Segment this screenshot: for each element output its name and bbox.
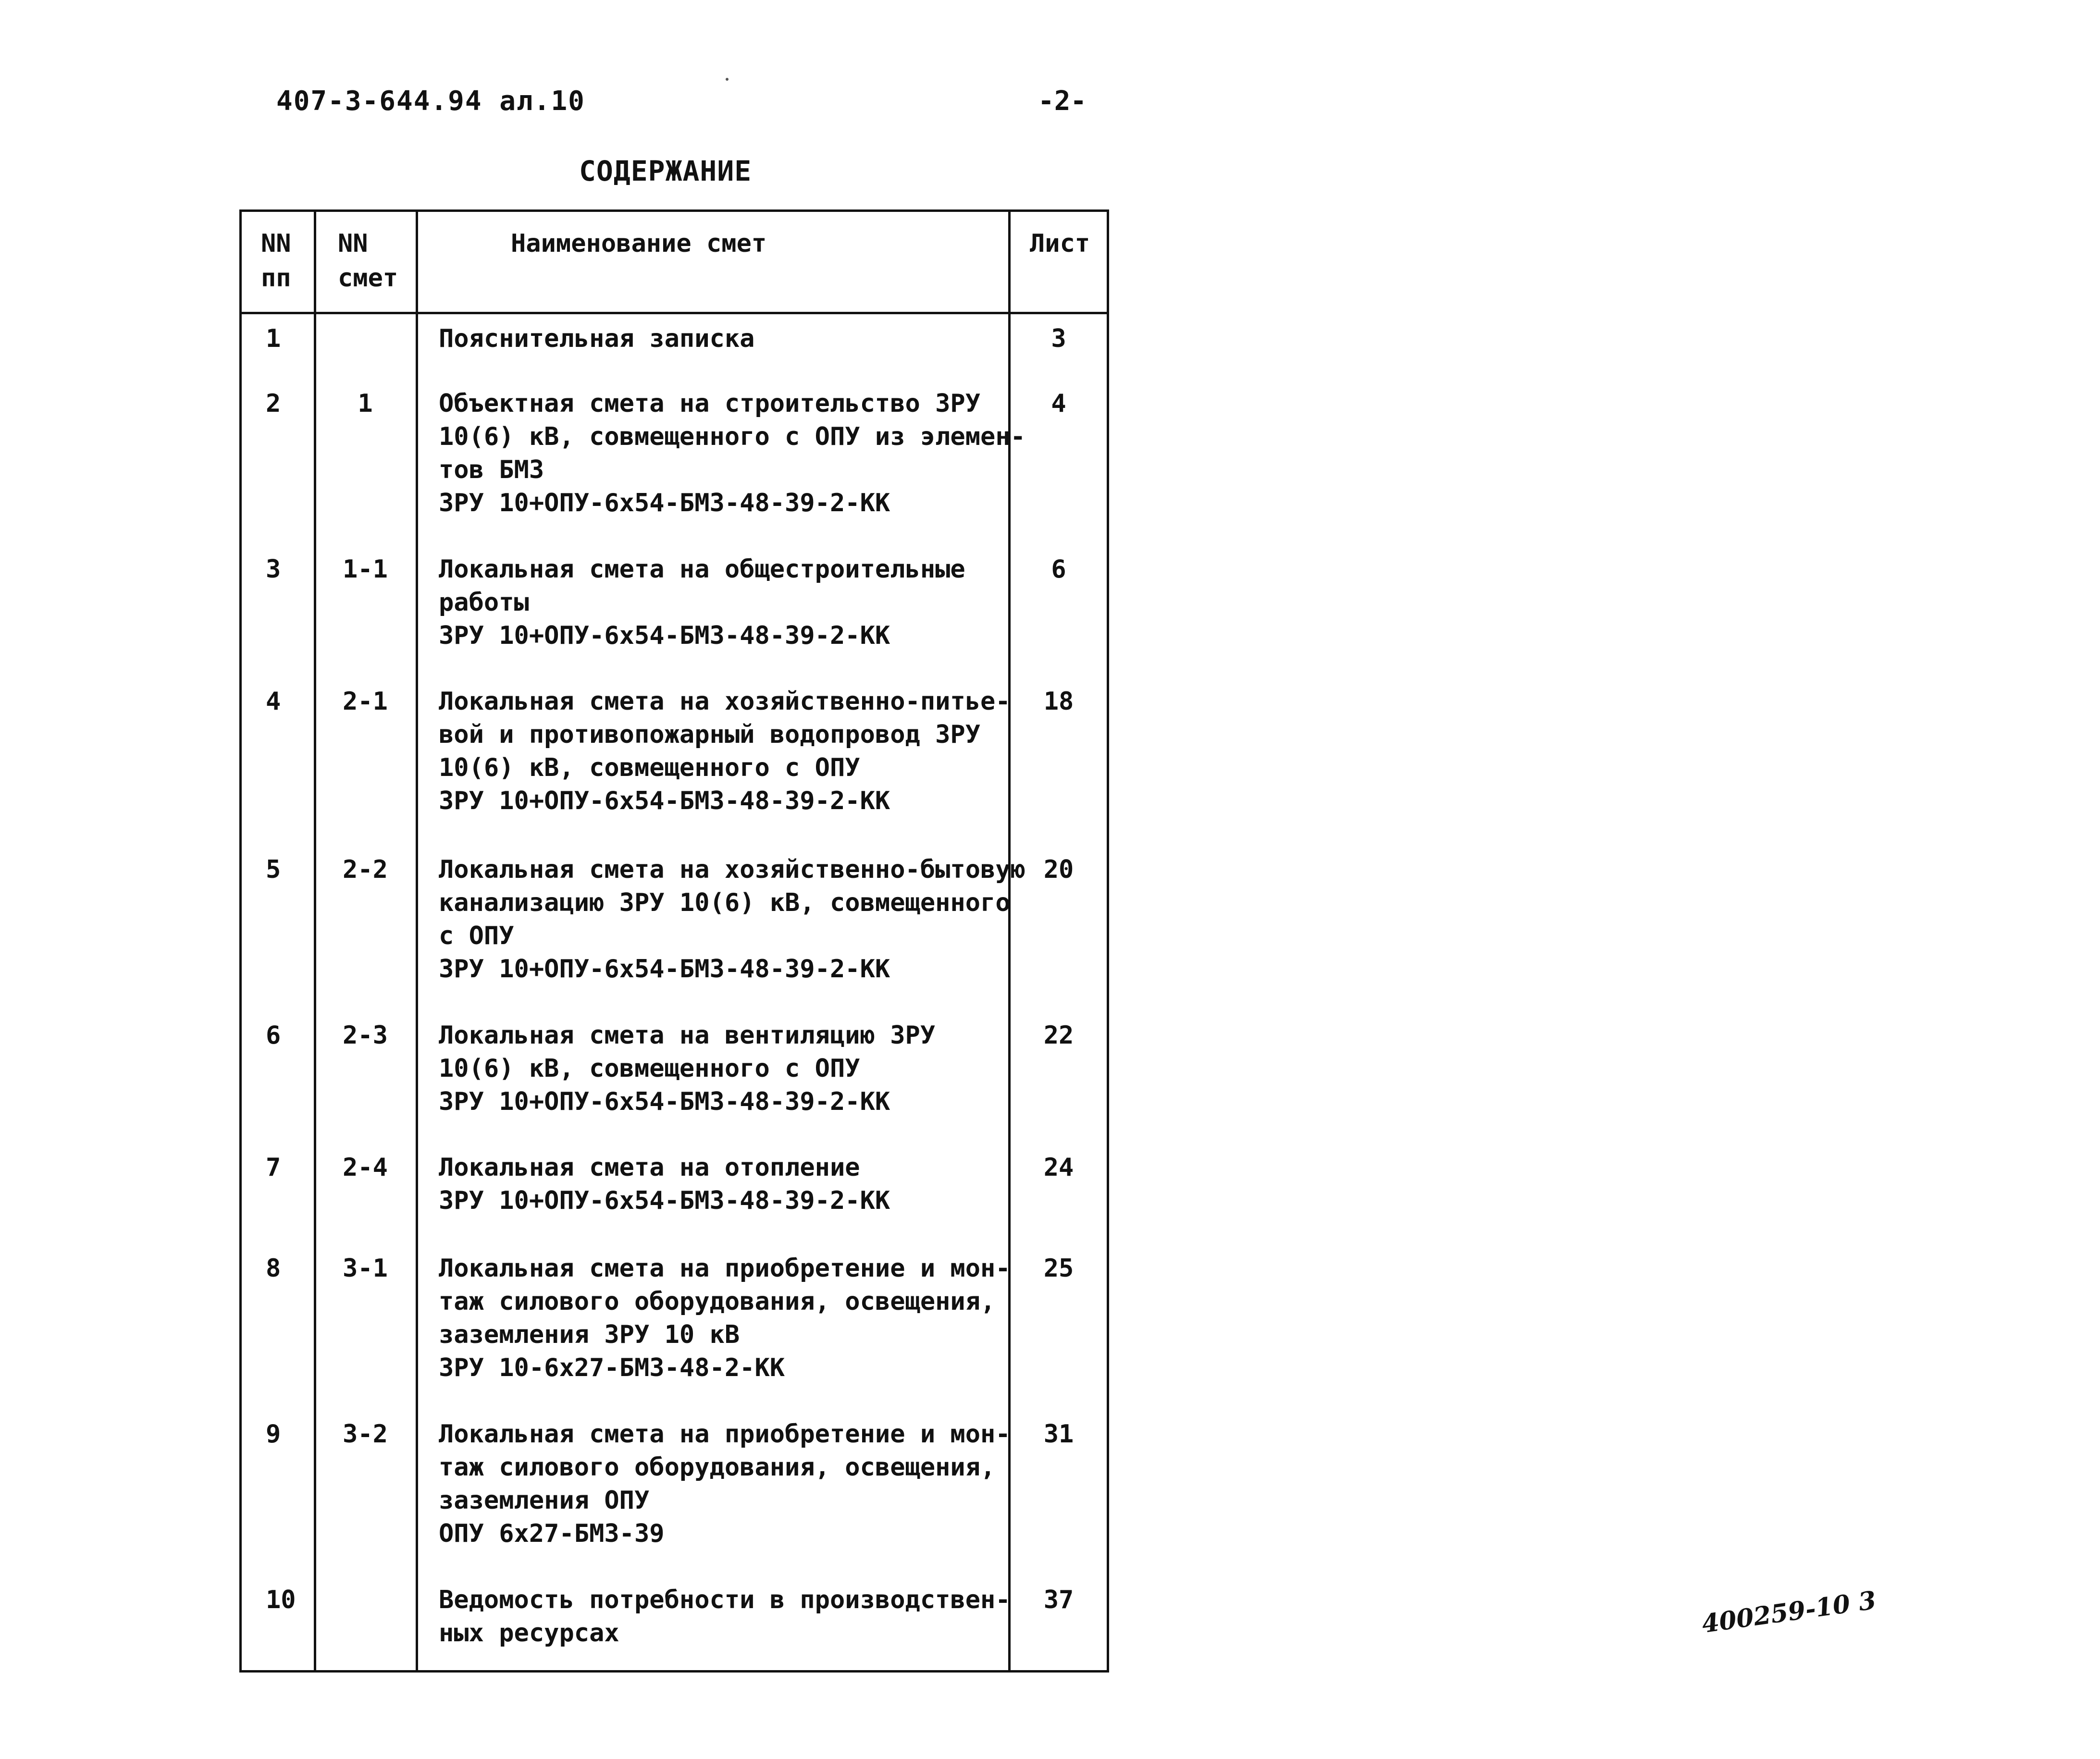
sheet-number: 18 xyxy=(1043,687,1074,716)
header-estimate: NN смет xyxy=(338,229,398,293)
sheet-number: 20 xyxy=(1043,855,1074,884)
estimate-name-line: 10(6) кВ, совмещенного с ОПУ из элемен- xyxy=(439,422,1025,451)
estimate-name-line: Локальная смета на вентиляцию ЗРУ xyxy=(439,1021,936,1050)
estimate-name-line: вой и противопожарный водопровод ЗРУ xyxy=(439,720,981,749)
sheet-number: 25 xyxy=(1043,1254,1074,1283)
estimate-name-line: ОПУ 6х27-БМЗ-39 xyxy=(439,1519,665,1548)
estimate-name-line: канализацию ЗРУ 10(6) кВ, совмещенного xyxy=(439,888,1011,917)
estimate-name-line: Пояснительная записка xyxy=(439,324,755,353)
estimate-number: 2-4 xyxy=(343,1153,388,1182)
document-code: 407-3-644.94 ал.10 xyxy=(276,86,585,117)
estimate-name xyxy=(439,1019,1059,1119)
estimate-name xyxy=(439,1418,1059,1550)
estimate-name-line: работы xyxy=(439,588,529,617)
row-number: 8 xyxy=(266,1254,281,1283)
row-number: 5 xyxy=(266,855,281,884)
estimate-name-line: ЗРУ 10+ОПУ-6х54-БМЗ-48-39-2-КК xyxy=(439,787,890,815)
sheet-number: 37 xyxy=(1043,1586,1074,1614)
estimate-name-line: ЗРУ 10+ОПУ-6х54-БМЗ-48-39-2-КК xyxy=(439,955,890,984)
estimate-name-line: ЗРУ 10+ОПУ-6х54-БМЗ-48-39-2-КК xyxy=(439,489,890,517)
estimate-number: 2-1 xyxy=(343,687,388,716)
sheet-number: 24 xyxy=(1043,1153,1074,1182)
page-title: СОДЕРЖАНИЕ xyxy=(579,155,752,187)
estimate-name xyxy=(439,1252,1059,1385)
page-number: -2- xyxy=(1038,86,1087,117)
scan-speck xyxy=(726,78,729,81)
estimate-name-line: ЗРУ 10+ОПУ-6х54-БМЗ-48-39-2-КК xyxy=(439,1087,890,1116)
estimate-name-line: ЗРУ 10-6х27-БМЗ-48-2-КК xyxy=(439,1353,785,1382)
estimate-name xyxy=(439,853,1059,986)
estimate-name-line: Локальная смета на отопление xyxy=(439,1153,860,1182)
estimate-name-line: Локальная смета на хозяйственно-бытовую xyxy=(439,855,1025,884)
estimate-name-line: Локальная смета на приобретение и мон- xyxy=(439,1420,1011,1449)
handwritten-note: 400259-10 3 xyxy=(1700,1585,1878,1639)
header-divider xyxy=(242,312,1107,314)
estimate-name xyxy=(439,553,1059,652)
estimate-name-line: заземления ЗРУ 10 кВ xyxy=(439,1320,740,1349)
sheet-number: 6 xyxy=(1051,555,1066,584)
row-number: 10 xyxy=(266,1586,296,1614)
header-name: Наименование смет xyxy=(511,229,767,258)
column-divider xyxy=(416,212,418,1670)
header-num: NN пп xyxy=(261,229,291,293)
row-number: 3 xyxy=(266,555,281,584)
sheet-number: 31 xyxy=(1043,1420,1074,1449)
estimate-name-line: Локальная смета на общестроительные xyxy=(439,555,965,584)
estimate-number: 1 xyxy=(358,389,373,418)
estimate-name xyxy=(439,1151,1059,1218)
row-number: 7 xyxy=(266,1153,281,1182)
estimate-name-line: Ведомость потребности в производствен- xyxy=(439,1586,1011,1614)
estimate-name-line: Локальная смета на хозяйственно-питье- xyxy=(439,687,1011,716)
estimate-name-line: таж силового оборудования, освещения, xyxy=(439,1453,996,1482)
header-sheet: Лист xyxy=(1030,229,1090,258)
estimate-name-line: с ОПУ xyxy=(439,922,514,950)
sheet-number: 22 xyxy=(1043,1021,1074,1050)
row-number: 9 xyxy=(266,1420,281,1449)
estimate-name-line: 10(6) кВ, совмещенного с ОПУ xyxy=(439,1054,860,1083)
row-number: 6 xyxy=(266,1021,281,1050)
estimate-name xyxy=(439,387,1059,520)
row-number: 4 xyxy=(266,687,281,716)
sheet-number: 3 xyxy=(1051,324,1066,353)
column-divider xyxy=(314,212,316,1670)
estimate-number: 2-3 xyxy=(343,1021,388,1050)
estimate-name-line: ЗРУ 10+ОПУ-6х54-БМЗ-48-39-2-КК xyxy=(439,1186,890,1215)
estimate-name xyxy=(439,322,1059,356)
estimate-name-line: тов БМЗ xyxy=(439,455,544,484)
contents-table xyxy=(239,209,1109,1673)
estimate-name-line: таж силового оборудования, освещения, xyxy=(439,1287,996,1316)
estimate-number: 2-2 xyxy=(343,855,388,884)
estimate-name xyxy=(439,1584,1059,1650)
estimate-name-line: 10(6) кВ, совмещенного с ОПУ xyxy=(439,753,860,782)
estimate-number: 3-1 xyxy=(343,1254,388,1283)
estimate-name-line: ных ресурсах xyxy=(439,1619,619,1648)
estimate-name-line: Локальная смета на приобретение и мон- xyxy=(439,1254,1011,1283)
row-number: 2 xyxy=(266,389,281,418)
estimate-name-line: ЗРУ 10+ОПУ-6х54-БМЗ-48-39-2-КК xyxy=(439,621,890,650)
estimate-number: 1-1 xyxy=(343,555,388,584)
estimate-name-line: заземления ОПУ xyxy=(439,1486,650,1515)
estimate-name-line: Объектная смета на строительство ЗРУ xyxy=(439,389,981,418)
estimate-name xyxy=(439,685,1059,818)
row-number: 1 xyxy=(266,324,281,353)
sheet-number: 4 xyxy=(1051,389,1066,418)
estimate-number: 3-2 xyxy=(343,1420,388,1449)
